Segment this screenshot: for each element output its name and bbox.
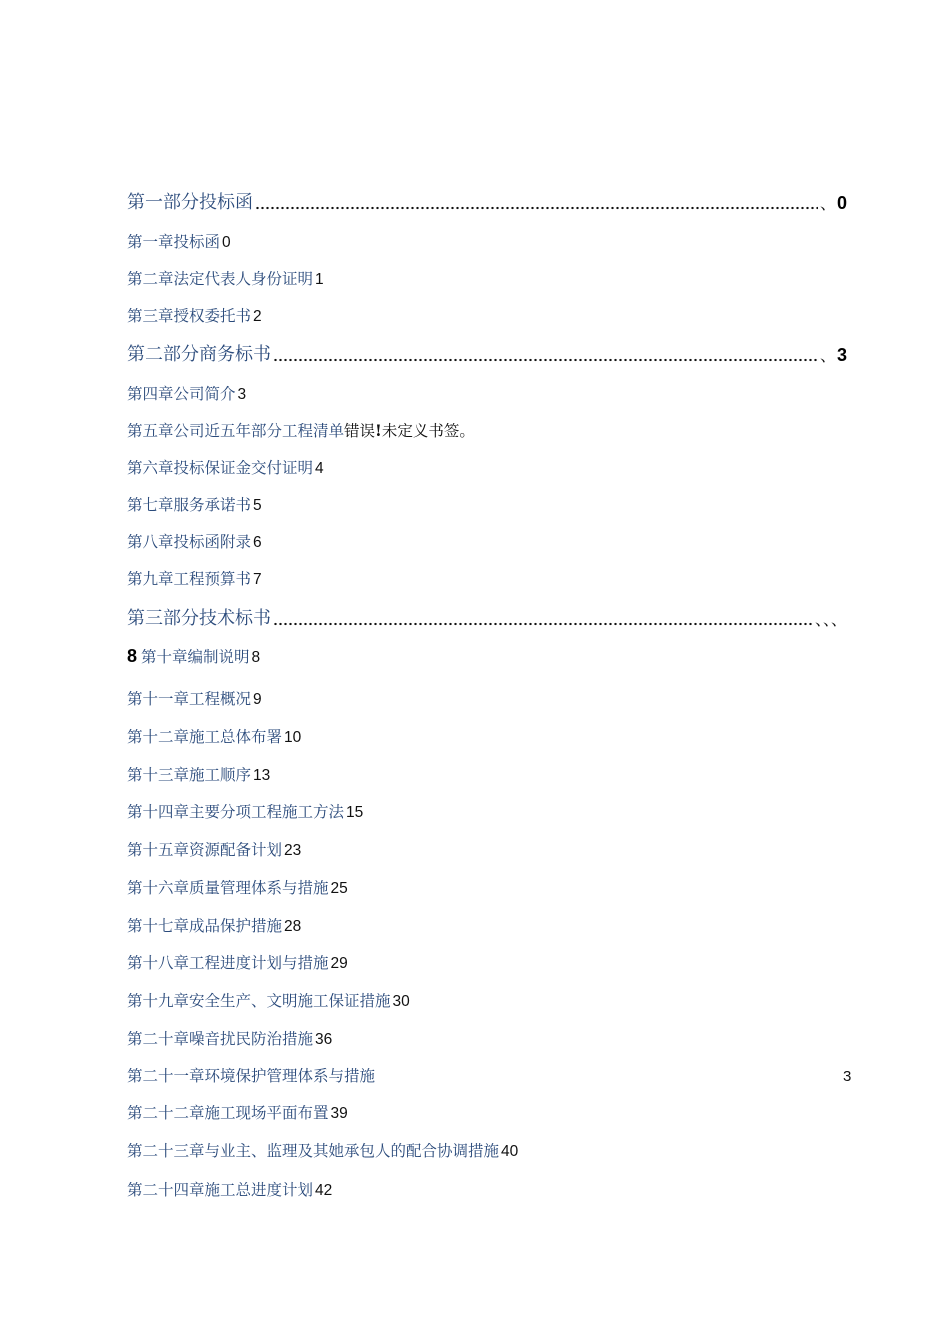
chapter-title: 第十五章资源配备计划 — [127, 841, 283, 859]
page-number: 7 — [253, 571, 262, 588]
chapter-title: 第十一章工程概况 — [127, 690, 252, 708]
page-number: 2 — [253, 308, 262, 325]
chapter-title: 第五章公司近五年部分工程清单 — [127, 422, 345, 440]
chapter-title: 第十九章安全生产、文明施工保证措施 — [127, 992, 391, 1010]
toc-chapter-20[interactable] — [127, 1027, 332, 1049]
dot-leader — [273, 614, 813, 626]
toc-chapter-2[interactable] — [127, 267, 324, 289]
toc-part-3[interactable] — [127, 604, 847, 630]
page-number: 30 — [392, 993, 410, 1010]
leader-suffix: 、 — [819, 346, 836, 365]
chapter-title: 第二章法定代表人身份证明 — [127, 270, 314, 288]
page-number: 40 — [501, 1143, 519, 1160]
toc-chapter-21[interactable] — [127, 1064, 375, 1086]
toc-chapter-15[interactable] — [127, 838, 301, 860]
bookmark-error-mark: ! — [375, 421, 382, 440]
leader-suffix: 、、、 — [814, 610, 847, 629]
toc-chapter-18[interactable] — [127, 951, 348, 973]
page-number: 10 — [284, 729, 302, 746]
toc-chapter-22[interactable] — [127, 1101, 348, 1123]
toc-chapter-4[interactable] — [127, 382, 246, 404]
chapter-title: 第一章投标函 — [127, 233, 221, 251]
page-number: 13 — [253, 767, 271, 784]
page-number: 25 — [330, 880, 348, 897]
page-number: 36 — [315, 1031, 333, 1048]
leader-suffix: 、 — [819, 194, 836, 213]
page-number: 0 — [836, 193, 847, 213]
page-number: 1 — [315, 271, 324, 288]
chapter-title: 第十三章施工顺序 — [127, 766, 252, 784]
page-number: 3 — [836, 345, 847, 365]
page-number: 15 — [346, 804, 364, 821]
page-number: 28 — [284, 918, 302, 935]
toc-chapter-5[interactable] — [127, 419, 475, 441]
toc-chapter-11[interactable] — [127, 687, 262, 709]
part-title: 第一部分投标函 — [127, 192, 253, 213]
toc-part-2[interactable] — [127, 340, 847, 366]
toc-chapter-19[interactable] — [127, 989, 410, 1011]
chapter-title: 第十二章施工总体布署 — [127, 728, 283, 746]
toc-part-1[interactable] — [127, 188, 847, 214]
chapter-21-page-number: 3 — [843, 1068, 852, 1085]
toc-chapter-17[interactable] — [127, 914, 301, 936]
page-number: 42 — [315, 1182, 333, 1199]
page-number: 4 — [315, 460, 324, 477]
dot-leader — [255, 198, 818, 210]
page-number: 39 — [330, 1105, 348, 1122]
chapter-title: 第三章授权委托书 — [127, 307, 252, 325]
page-number: 5 — [253, 497, 262, 514]
bookmark-error-text-2: 未定义书签。 — [381, 422, 475, 440]
chapter-title: 第十八章工程进度计划与措施 — [127, 954, 329, 972]
page-number: 6 — [253, 534, 262, 551]
toc-chapter-9[interactable] — [127, 567, 262, 589]
chapter-title: 第二十三章与业主、监理及其她承包人的配合协调措施 — [127, 1142, 500, 1160]
chapter-title: 第四章公司简介 — [127, 385, 236, 403]
page-number: 3 — [237, 386, 247, 403]
dot-leader — [273, 350, 818, 362]
chapter-title: 第八章投标函附录 — [127, 533, 252, 551]
chapter-title: 第九章工程预算书 — [127, 570, 252, 588]
toc-chapter-6[interactable] — [127, 456, 324, 478]
toc-chapter-1[interactable] — [127, 230, 231, 252]
page-number: 8 — [251, 649, 261, 666]
part-3-page-number: 8 — [127, 646, 138, 666]
chapter-title: 第二十二章施工现场平面布置 — [127, 1104, 329, 1122]
toc-chapter-24[interactable] — [127, 1178, 332, 1200]
page-number: 0 — [222, 234, 231, 251]
toc-chapter-16[interactable] — [127, 876, 348, 898]
toc-chapter-7[interactable] — [127, 493, 262, 515]
toc-chapter-23[interactable] — [127, 1139, 518, 1161]
page-number: 9 — [253, 691, 262, 708]
chapter-title: 第十四章主要分项工程施工方法 — [127, 803, 345, 821]
bookmark-error-text: 错误 — [344, 422, 376, 440]
toc-chapter-3[interactable] — [127, 304, 262, 326]
chapter-title: 第十六章质量管理体系与措施 — [127, 879, 329, 897]
toc-chapter-10[interactable] — [127, 645, 260, 667]
chapter-title: 第二十四章施工总进度计划 — [127, 1181, 314, 1199]
toc-chapter-14[interactable] — [127, 800, 363, 822]
page-number: 23 — [284, 842, 302, 859]
part-title: 第三部分技术标书 — [127, 608, 271, 629]
chapter-title: 第二十一章环境保护管理体系与措施 — [127, 1067, 376, 1085]
part-title: 第二部分商务标书 — [127, 344, 271, 365]
toc-chapter-12[interactable] — [127, 725, 301, 747]
toc-chapter-8[interactable] — [127, 530, 262, 552]
chapter-title: 第七章服务承诺书 — [127, 496, 252, 514]
chapter-title: 第二十章噪音扰民防治措施 — [127, 1030, 314, 1048]
toc-chapter-13[interactable] — [127, 763, 270, 785]
chapter-title: 第六章投标保证金交付证明 — [127, 459, 314, 477]
page-number: 29 — [330, 955, 348, 972]
chapter-title: 第十七章成品保护措施 — [127, 917, 283, 935]
chapter-title: 第十章编制说明 — [141, 648, 250, 666]
